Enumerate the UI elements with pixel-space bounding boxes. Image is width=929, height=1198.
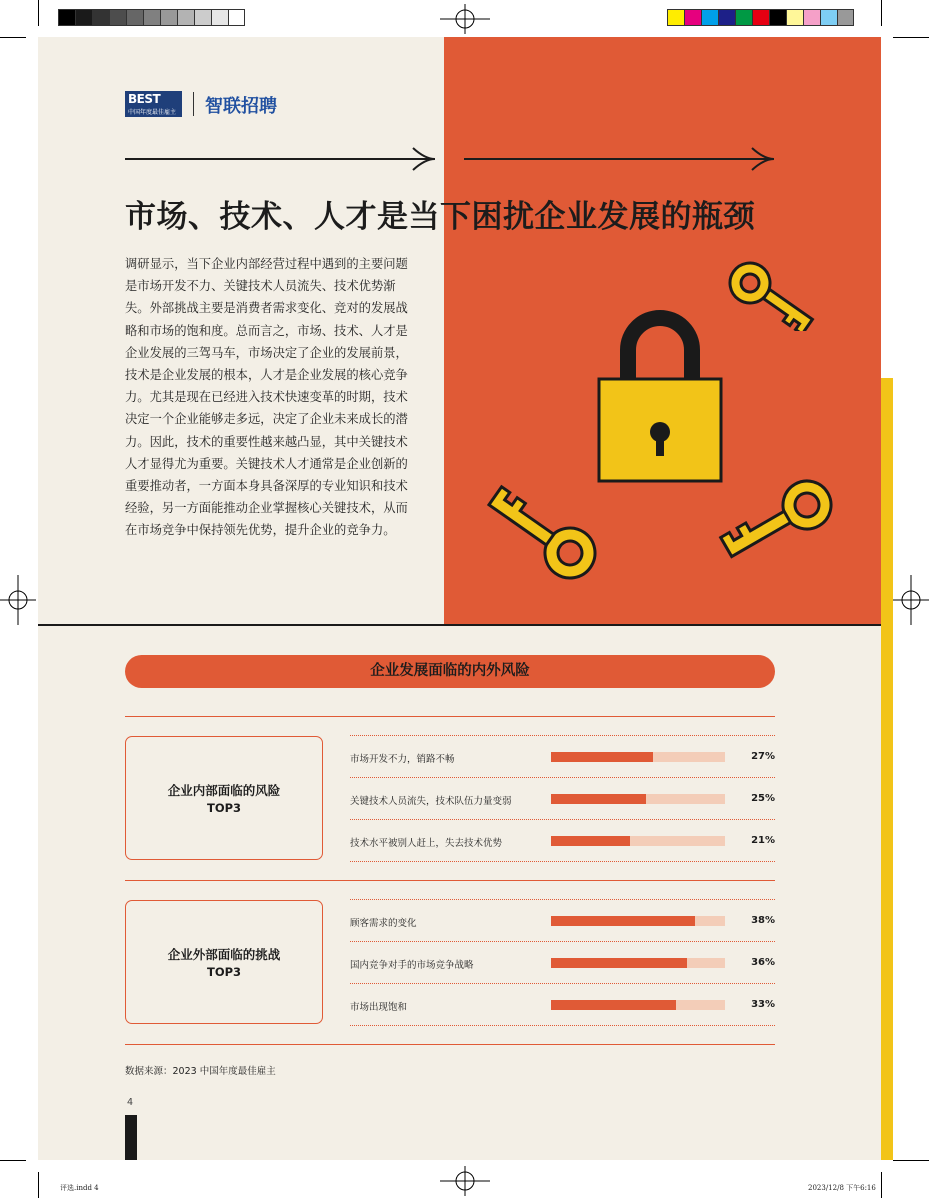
row-divider — [350, 941, 775, 942]
risk-group-box — [125, 736, 323, 860]
risk-bar — [551, 794, 646, 804]
crop-mark — [38, 1172, 39, 1198]
section-divider — [38, 624, 881, 626]
crop-mark — [0, 1160, 26, 1161]
crop-mark — [881, 0, 882, 26]
risk-row-value: 38% — [751, 915, 775, 926]
arrow-right-icon — [464, 146, 779, 172]
risk-bar — [551, 836, 630, 846]
arrow-right-icon — [125, 146, 440, 172]
risk-group-title: 企业外部面临的挑战 — [167, 947, 281, 962]
registration-mark — [440, 1166, 490, 1196]
risk-row-value: 25% — [751, 793, 775, 804]
print-timestamp: 2023/12/8 下午6:16 — [808, 1184, 876, 1192]
best-employer-logo — [125, 91, 182, 117]
color-swatches — [667, 9, 854, 27]
risk-row-label: 顾客需求的变化 — [350, 918, 417, 929]
risk-bar-track — [551, 916, 725, 926]
data-source-note: 数据来源：2023 中国年度最佳雇主 — [125, 1066, 276, 1077]
registration-mark — [893, 575, 929, 625]
risk-row-value: 27% — [751, 751, 775, 762]
risk-bar-track — [551, 958, 725, 968]
risk-section-title: 企业发展面临的内外风险 — [125, 655, 775, 688]
zhaopin-logo: 智联招聘 — [205, 96, 277, 117]
row-divider — [350, 777, 775, 778]
risk-row-label: 技术水平被别人赶上，失去技术优势 — [350, 838, 503, 849]
risk-bar — [551, 752, 653, 762]
row-divider — [350, 819, 775, 820]
best-logo-title: BEST — [128, 92, 161, 106]
registration-mark — [0, 575, 36, 625]
registration-mark — [440, 4, 490, 34]
risk-row-value: 21% — [751, 835, 775, 846]
page-headline: 市场、技术、人才是当下困扰企业发展的瓶颈 — [125, 199, 755, 235]
best-logo-subtitle: 中国年度最佳雇主 — [128, 109, 177, 116]
section-rule — [125, 1044, 775, 1045]
risk-bar — [551, 958, 687, 968]
risk-bar-track — [551, 1000, 725, 1010]
page-number: 4 — [127, 1097, 134, 1108]
section-rule — [125, 716, 775, 717]
logo-separator — [193, 92, 194, 116]
print-file-label: 评选.indd 4 — [60, 1184, 99, 1192]
risk-group-title: 企业内部面临的风险 — [167, 783, 281, 798]
page-number-bar — [125, 1115, 137, 1160]
row-divider — [350, 983, 775, 984]
edge-strip — [881, 378, 893, 1160]
body-paragraph: 调研显示，当下企业内部经营过程中遇到的主要问题是市场开发不力、关键技术人员流失、技术优势渐失。外部挑战主要是消费者需求变化、竞对的发展战略和市场的饱和度。总而言之，市场、技术、人才是企业发展的三驾马车，市场决定了企业的发展前景，技术是企业发展的根本，人才是企业发展的核心竞争力。尤其是现在已经进入技术快速变革的时期，技术决定一个企业能够走多远，决定了企业未来成长的潜力。因此，技术的重要性越来越凸显，其中关键技术人才显得尤为重要。关键技术人才通常是企业创新的重要推动者，一方面本身具备深厚的专业知识和技术经验，另一方面能推动企业掌握核心关键技术，从而在市场竞争中保持领先优势，提升企业的竞争力。 — [125, 257, 408, 538]
risk-bar — [551, 1000, 676, 1010]
row-divider — [350, 735, 775, 736]
risk-bar-track — [551, 794, 725, 804]
risk-bar — [551, 916, 695, 926]
risk-group-subtitle: TOP3 — [206, 965, 242, 979]
key-icon — [720, 255, 816, 331]
row-divider — [350, 899, 775, 900]
risk-row-value: 33% — [751, 999, 775, 1010]
section-rule — [125, 880, 775, 881]
risk-row-value: 36% — [751, 957, 775, 968]
crop-mark — [893, 37, 929, 38]
risk-bar-track — [551, 752, 725, 762]
risk-row-label: 关键技术人员流失，技术队伍力量变弱 — [350, 796, 512, 807]
risk-group-box — [125, 900, 323, 1024]
grayscale-swatches — [58, 9, 245, 27]
padlock-icon — [590, 308, 730, 488]
crop-mark — [38, 0, 39, 26]
crop-mark — [893, 1160, 929, 1161]
risk-row-label: 市场开发不力，销路不畅 — [350, 754, 455, 765]
crop-mark — [0, 37, 26, 38]
risk-bar-track — [551, 836, 725, 846]
risk-row-label: 市场出现饱和 — [350, 1002, 408, 1013]
row-divider — [350, 861, 775, 862]
key-icon — [712, 470, 842, 570]
row-divider — [350, 1025, 775, 1026]
key-icon — [470, 478, 610, 588]
risk-row-label: 国内竞争对手的市场竞争战略 — [350, 960, 474, 971]
risk-group-subtitle: TOP3 — [206, 801, 242, 815]
crop-mark — [881, 1172, 882, 1198]
